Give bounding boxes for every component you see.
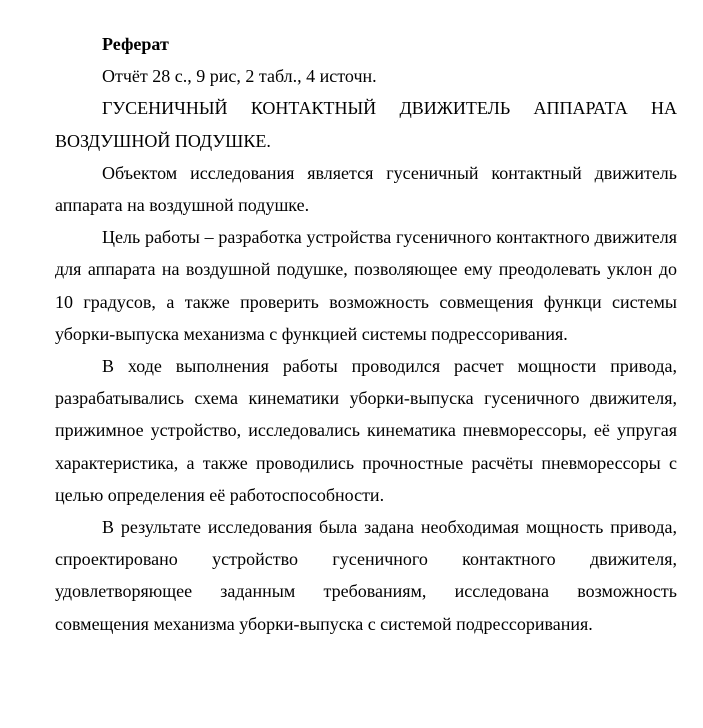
keywords: ГУСЕНИЧНЫЙ КОНТАКТНЫЙ ДВИЖИТЕЛЬ АППАРАТА НА ВОЗДУШНОЙ ПОДУШКЕ.	[55, 98, 677, 151]
report-stats: Отчёт 28 с., 9 рис, 2 табл., 4 источн.	[102, 66, 377, 87]
research-object: Объектом исследования является гусеничный контактный движитель аппарата на воздушной подушке.	[55, 162, 677, 216]
work-progress: В ходе выполнения работы проводился расчет мощности привода, разрабатывались схема кинематики уборки-выпуска гусеничного движителя, прижимное устройство, исследовались кинематика пневморессоры, её упругая характеристика, а также проводились прочностные расчёты пневморессоры с целью определения её работоспособности.	[55, 356, 677, 505]
document-page	[55, 28, 677, 640]
work-goal: Цель работы – разработка устройства гусеничного контактного движителя для аппарата на воздушной подушке, позволяющее ему преодолевать уклон до 10 градусов, а также проверить возможность совмещения функци системы уборки-выпуска механизма с функцией системы подрессоривания.	[55, 227, 677, 344]
abstract-heading: Реферат	[102, 34, 169, 54]
work-results: В результате исследования была задана необходимая мощность привода, спроектировано устройство гусеничного контактного движителя, удовлетворяющее заданным требованиям, исследована возможность совмещения механизма уборки-выпуска с системой подрессоривания.	[55, 517, 677, 634]
